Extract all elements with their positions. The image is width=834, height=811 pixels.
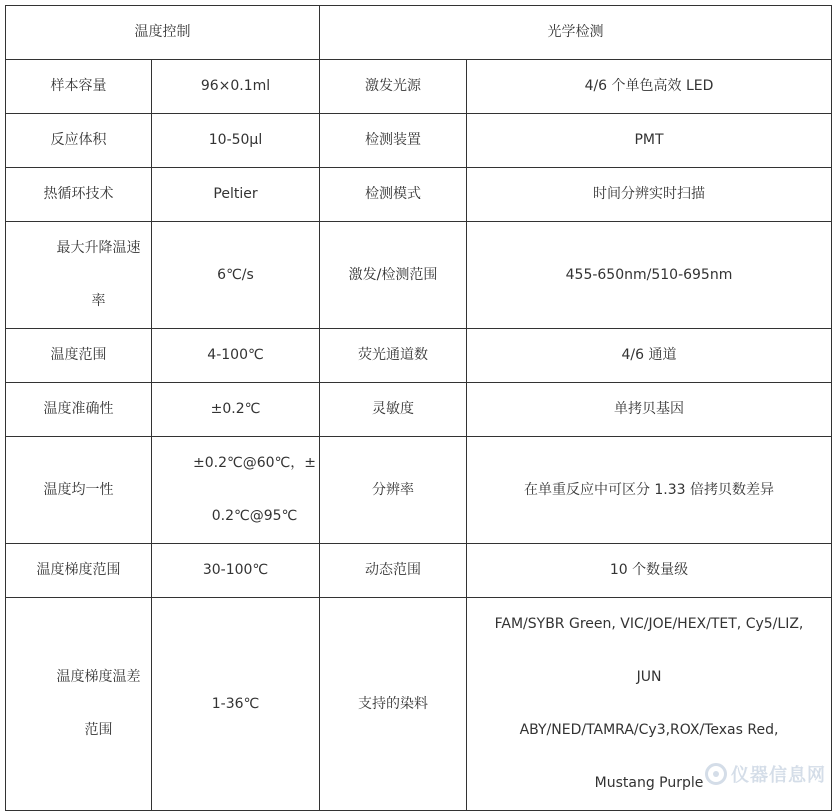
param-value: 4/6 通道: [467, 329, 832, 383]
param-value: 96×0.1ml: [152, 60, 320, 114]
param-value: PMT: [467, 114, 832, 168]
param-value: 10-50μl: [152, 114, 320, 168]
header-optical-detection: 光学检测: [320, 6, 832, 60]
param-value: 单拷贝基因: [467, 383, 832, 437]
param-label: 反应体积: [6, 114, 152, 168]
param-value: 30-100℃: [152, 544, 320, 598]
header-temperature-control: 温度控制: [6, 6, 320, 60]
param-label-line: 率: [91, 293, 106, 309]
table-row: [6, 168, 832, 222]
param-value: ±0.2℃: [152, 383, 320, 437]
param-label: 温度梯度范围: [6, 544, 152, 598]
param-label: 激发光源: [320, 60, 467, 114]
watermark: [705, 761, 826, 787]
param-label-line: 温度梯度温差: [56, 669, 141, 685]
param-label: 温度准确性: [6, 383, 152, 437]
param-label: 检测模式: [320, 168, 467, 222]
param-value: 455-650nm/510-695nm: [467, 222, 832, 329]
param-value: 时间分辨实时扫描: [467, 168, 832, 222]
watermark-text: 仪器信息网: [731, 765, 826, 786]
param-value: 1-36℃: [152, 598, 320, 811]
param-value-line: 0.2℃@95℃: [211, 508, 298, 524]
param-label-line: 范围: [84, 722, 113, 738]
dye-line: FAM/SYBR Green, VIC/JOE/HEX/TET, Cy5/LIZ,: [494, 616, 804, 632]
param-label: [6, 222, 152, 329]
param-label: 动态范围: [320, 544, 467, 598]
param-label: 检测装置: [320, 114, 467, 168]
param-label: 分辨率: [320, 437, 467, 544]
param-value: 4-100℃: [152, 329, 320, 383]
table-row: [6, 437, 832, 544]
param-value: Peltier: [152, 168, 320, 222]
param-label: 热循环技术: [6, 168, 152, 222]
header-row: [6, 6, 832, 60]
param-label: 样本容量: [6, 60, 152, 114]
param-label: 支持的染料: [320, 598, 467, 811]
table-row: [6, 114, 832, 168]
param-value: 6℃/s: [152, 222, 320, 329]
dye-line: Mustang Purple: [594, 775, 704, 791]
table-row: [6, 329, 832, 383]
param-label: 激发/检测范围: [320, 222, 467, 329]
param-value-line: ±0.2℃@60℃，±: [193, 455, 316, 471]
param-label: 荧光通道数: [320, 329, 467, 383]
param-value: [152, 437, 320, 544]
param-label: [6, 598, 152, 811]
table-row: [6, 222, 832, 329]
param-label: 灵敏度: [320, 383, 467, 437]
table-row: [6, 544, 832, 598]
param-value: 10 个数量级: [467, 544, 832, 598]
param-label: 温度均一性: [6, 437, 152, 544]
param-label-line: 最大升降温速: [56, 240, 141, 256]
param-value: 4/6 个单色高效 LED: [467, 60, 832, 114]
dye-line: JUN: [636, 669, 662, 685]
param-value: 在单重反应中可区分 1.33 倍拷贝数差异: [467, 437, 832, 544]
dye-line: ABY/NED/TAMRA/Cy3,ROX/Texas Red,: [519, 722, 779, 738]
table-row: [6, 383, 832, 437]
table-row: [6, 60, 832, 114]
spec-table: [5, 5, 832, 811]
param-label: 温度范围: [6, 329, 152, 383]
logo-icon: [705, 763, 727, 785]
